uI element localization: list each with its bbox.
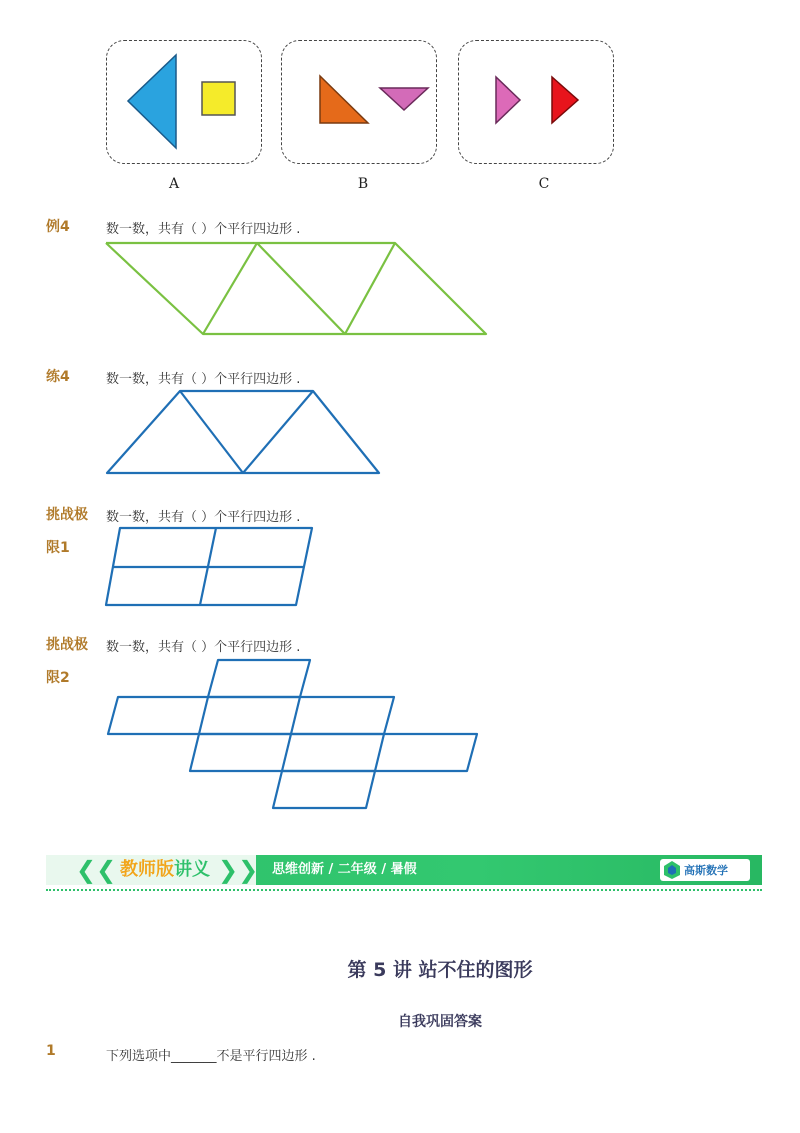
brand-logo-text: 高斯数学 xyxy=(684,864,728,877)
blue-triangle xyxy=(128,55,176,148)
challenge1-figure xyxy=(0,520,800,615)
banner-subtitle: 思维创新 / 二年级 / 暑假 xyxy=(272,862,417,877)
example4-question: 数一数，共有（ ）个平行四边形 . xyxy=(106,222,301,237)
challenge2-question: 数一数，共有（ ）个平行四边形 . xyxy=(106,640,301,655)
option-shapes xyxy=(0,0,800,180)
practice4-figure xyxy=(0,385,800,480)
practice4-question: 数一数，共有（ ）个平行四边形 . xyxy=(106,372,301,387)
banner-dotted-divider xyxy=(46,889,762,891)
challenge1-tag-line1: 挑战极 xyxy=(46,507,88,523)
double-chevron-left-icon: ❮❮ xyxy=(76,856,117,884)
orange-triangle xyxy=(320,76,368,123)
example4-figure xyxy=(0,230,800,340)
banner-title-part1: 教师版 xyxy=(120,859,174,880)
pink-triangle-c xyxy=(496,77,520,123)
yellow-square xyxy=(202,82,235,115)
challenge2-tag-line1: 挑战极 xyxy=(46,637,88,653)
option-letter-a: A xyxy=(168,176,180,192)
lecture-title: 第 5 讲 站不住的图形 xyxy=(347,959,533,981)
pink-triangle-b xyxy=(380,88,428,110)
practice4-tag: 练4 xyxy=(46,369,70,385)
header-banner xyxy=(46,855,762,885)
section-title: 自我巩固答案 xyxy=(398,1014,482,1030)
banner-title-part2: 讲义 xyxy=(174,859,210,880)
challenge1-tag-line2: 限1 xyxy=(46,540,70,556)
challenge1-question: 数一数，共有（ ）个平行四边形 . xyxy=(106,510,301,525)
banner-title xyxy=(120,858,210,882)
question1-text: 下列选项中_______不是平行四边形 . xyxy=(106,1049,316,1064)
example4-tag: 例4 xyxy=(46,219,70,235)
red-triangle xyxy=(552,77,578,123)
brand-logo-icon xyxy=(662,860,682,880)
challenge2-figure xyxy=(0,650,800,820)
challenge2-tag-line2: 限2 xyxy=(46,670,70,686)
double-chevron-right-icon: ❯❯ xyxy=(218,856,259,884)
question1-number: 1 xyxy=(46,1043,56,1059)
option-letter-b: B xyxy=(357,176,369,192)
option-letter-c: C xyxy=(538,176,550,192)
brand-logo xyxy=(660,859,750,881)
